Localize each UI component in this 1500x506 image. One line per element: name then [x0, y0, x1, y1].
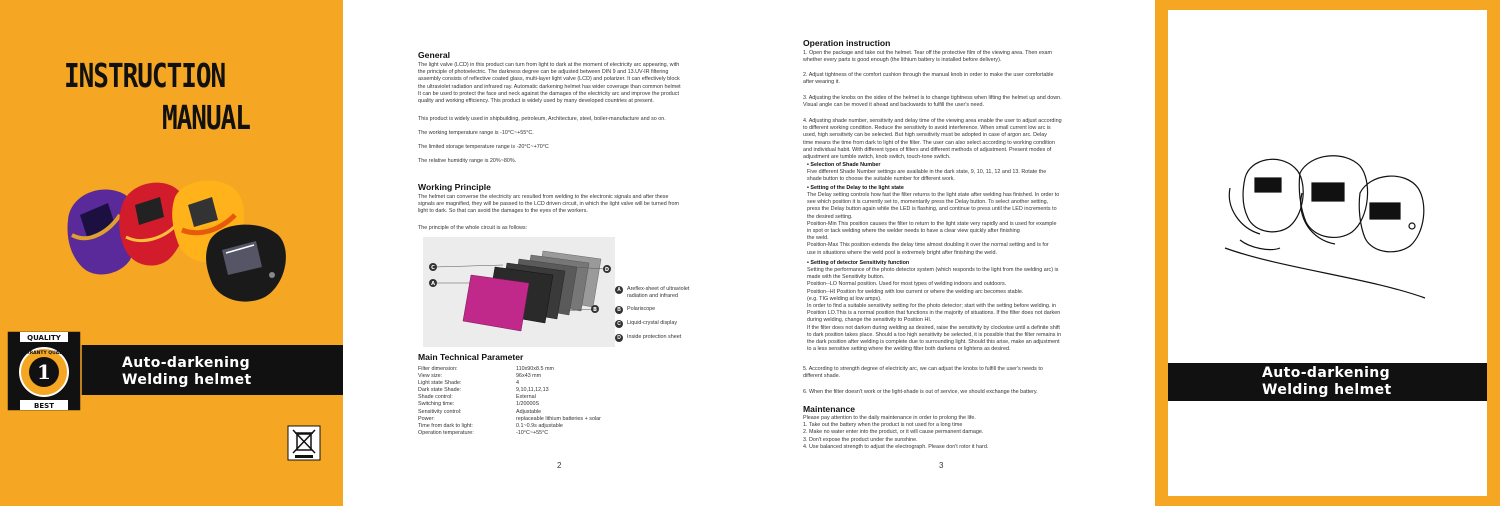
param-row: [418, 394, 601, 401]
param-value: 0.1~0.9s adjustable: [516, 422, 563, 429]
weee-bin-icon: [287, 425, 321, 461]
shade-heading: • Selection of Shade Number: [807, 162, 881, 168]
general-text: The light valve (LCD) in this product can turn from light to dark at the moment of electricity arc appearing, with the principle of photoelectric. The darkness degree can be adjusted between DIN 9 and 13.UV-IR filtering assembly consists of reflective coated glass, multi-layer light valve (LCD) and polarizer. It can effectively block the ultraviolet radiation and infrared ray. Automatic darkening helmet has wider coverage than common helmet It can be used to protect the face and neck against the damages of the electricity arc and improve the product quality and working efficiency. This product is widely used by many developed countries at present.: [418, 62, 681, 105]
legend-item-a: [615, 286, 705, 300]
legend-letter-a: A: [615, 286, 623, 294]
param-key: Shade control:: [418, 394, 453, 401]
layer-a: [463, 275, 529, 331]
working-text: The helmet can converse the electricity arc resulted from welding to the electronic signals and after these signals are magnified, they will be passed to the LCD driven circuit, in which the light valve will be turned from light to dark. So that can avoid the damages to the eyes of the workers.: [418, 194, 679, 215]
param-row: [418, 380, 601, 387]
front-cover: [0, 0, 343, 506]
param-row: [418, 373, 601, 380]
back-band-text: [1262, 365, 1392, 399]
cover-title-line2: MANUAL: [162, 100, 250, 138]
param-value: -10°C~+55°C: [516, 429, 549, 436]
black-helmet: [206, 225, 286, 302]
page-number-3: 3: [939, 461, 944, 470]
sensitivity-heading: • Setting of detector Sensitivity function: [807, 260, 910, 266]
param-value: 4: [516, 380, 519, 387]
param-value: replaceable lithium batteries + solar: [516, 415, 601, 422]
operation-step-2: 2. Adjust tightness of the comfort cushion through the manual knob in order to make the user comfortable after wearing it.: [803, 72, 1054, 86]
svg-text:A: A: [431, 281, 435, 287]
param-value: External: [516, 394, 536, 401]
param-row: [418, 401, 601, 408]
sensitivity-text: Setting the performance of the photo detector system (which responds to the light from the welding arc) is made with the Sensitivity button. Position--LO Normal position. Used for most types of welding indoors and outdoors. Position--HI Position for welding with low current or where the welding arc becomes stable. (e.g. TIG welding at low amps). In order to find a suitable sensitivity setting for the photo detector; start with the setting before welding. in Position LO.This is a normal position that functions in the majority of situations. If the filter does not darken during welding, change the sensitivity to Position HI. If the filter does not darken during welding as desired, raise the sensitivity by clockwise until a definite shift to dark position takes place. Should a too high sensitivity be selected, it is possible that the filter remains in the dark position after welding is complete due to surrounding light. Should this arise, make an adjustment to a less sensitive setting where the welding filter both darkens or lightens as desired.: [807, 267, 1062, 353]
legend-item-c: [615, 320, 705, 328]
delay-text: The Delay setting controls how fast the filter returns to the light state after welding has finished. In order to see which position it is currently set to, momentarily press the Delay button. To select another setting, press the Delay button again while the LED is flashing, and continue to press until the LED increments to the desired setting. Position-Min This position causes the filter to return to the light state very rapidly and is used for example in spot or tack welding where the welder needs to have a clear view quickly after finishing the weld. Position-Max This position extends the delay time almost doubling it over the normal setting and is for use in situations where the weld pool is extremely bright after finishing the weld.: [807, 192, 1060, 256]
param-key: Filter dimension:: [418, 366, 458, 372]
param-value: 96x43 mm: [516, 373, 542, 380]
page-number-2: 2: [557, 461, 562, 470]
param-row: [418, 416, 601, 423]
param-key: Power:: [418, 415, 435, 422]
param-row: [418, 423, 601, 430]
svg-text:B: B: [593, 307, 597, 313]
param-row: [418, 430, 601, 437]
filter-layers-diagram: [423, 237, 615, 347]
badge-ring-text: WARRANTY QUALITY: [17, 351, 71, 356]
cover-title-band: [68, 345, 343, 395]
param-key: Sensitivity control:: [418, 408, 462, 415]
working-heading: Working Principle: [418, 182, 491, 192]
legend-text-d: Inside protection sheet: [627, 333, 682, 340]
cover-band-line1: Auto-darkening: [122, 355, 251, 371]
legend-letter-d: D: [615, 334, 623, 342]
back-band-line1: Auto-darkening: [1262, 365, 1391, 381]
page-3: [763, 0, 1155, 506]
legend-text-b: Polariscope: [627, 305, 656, 312]
back-cover: [1155, 0, 1500, 506]
param-value: 110x90x8.5 mm: [516, 366, 554, 372]
badge-bottom-text: BEST: [34, 402, 54, 410]
operation-step-4: 4. Adjusting shade number, sensitivity and delay time of the viewing area enable the user to adjust according to different working condition. Reduce the sensitivity to avoid interference. When small current low arc is used, high sensitivity can be selected. But high sensitivity must be adopted in case of argon arc. Delay time means the time from dark to light of the filter. The user can also select according to working condition and individual habit. With different types of filters and different methods of adjustment. Present modes of adjustment are tumble switch, knob switch, touch-tone switch.: [803, 118, 1062, 161]
legend-letter-b: B: [615, 306, 623, 314]
badge-top-text: QUALITY: [27, 334, 61, 342]
param-value: 1/20000S: [516, 401, 540, 408]
param-value: Adjustable: [516, 408, 542, 415]
legend-item-b: [615, 306, 705, 314]
circuit-intro: The principle of the whole circuit is as follows:: [418, 225, 528, 231]
param-key: Operation temperature:: [418, 429, 474, 436]
param-key: View size:: [418, 373, 443, 380]
param-row: [418, 409, 601, 416]
legend-text-a: Areflex-sheet of ultraviolet radiation and infrared: [627, 286, 690, 299]
shade-text: Five different Shade Number settings are available in the dark state, 9, 10, 11, 12 and 13. Rotate the shade button to choose the suitable number for different work.: [807, 169, 1047, 183]
svg-text:D: D: [604, 267, 610, 273]
param-key: Dark state Shade:: [418, 387, 462, 394]
param-key: Time from dark to light:: [418, 422, 473, 429]
legend-item-d: [615, 334, 705, 342]
operation-step-1: 1. Open the package and take out the helmet. Tear off the protective film of the viewing area. Then exam whether every parts is good enough (the lithium battery is installed before delivery).: [803, 50, 1053, 64]
param-row: [418, 366, 601, 373]
cover-band-text: [122, 355, 252, 389]
svg-text:C: C: [431, 265, 435, 271]
operation-heading: Operation instruction: [803, 38, 891, 48]
params-table: [418, 366, 601, 437]
diagram-legend: [615, 286, 705, 348]
param-key: Switching time:: [418, 401, 455, 408]
operation-step-6: 6. When the filter doesn't work or the light-shade is out of service, we should exchange the battery.: [803, 389, 1038, 395]
param-key: Light state Shade:: [418, 380, 462, 387]
back-title-band: [1168, 363, 1487, 401]
cover-title-line1: INSTRUCTION: [64, 58, 226, 96]
delay-heading: • Setting of the Delay to the light state: [807, 185, 904, 191]
helmet-line-drawing: [1220, 148, 1430, 303]
general-heading: General: [418, 50, 451, 60]
param-row: [418, 387, 601, 394]
cover-band-line2: Welding helmet: [122, 372, 252, 388]
helmets-illustration: [60, 175, 290, 310]
param-value: 9,10,11,12,13: [516, 387, 549, 394]
general-line-3: The limited storage temperature range is -20°C~+70°C: [418, 144, 549, 150]
operation-step-5: 5. According to strength degree of electricity arc, we can adjust the knobs to fulfill the user's needs to different shade.: [803, 366, 1043, 380]
quality-warranty-badge: [6, 330, 82, 412]
maintenance-text: Please pay attention to the daily maintenance in order to prolong the life. 1. Take out the battery when the product is not used for a long time 2. Make no water enter into the product, or it will cause permanent damage. 3. Don't expose the product under the sunshine. 4. Use balanced strength to adjust the electrograph. Please don't rotor it hard.: [803, 415, 989, 450]
maintenance-heading: Maintenance: [803, 404, 856, 414]
operation-step-3: 3. Adjusting the knobs on the sides of the helmet is to change tightness when lifting the helmet up and down. Visual angle can be moved it ahead and backwards to fulfill the user's need.: [803, 95, 1062, 109]
legend-letter-c: C: [615, 320, 623, 328]
back-band-line2: Welding helmet: [1262, 382, 1392, 398]
page-2: [343, 0, 763, 506]
badge-number: 1: [37, 360, 51, 384]
general-line-4: The relative humidity range is 20%~80%.: [418, 158, 517, 164]
general-line-1: This product is widely used in shipbuilding, petroleum, Architecture, steel, boiler-manufacture and so on.: [418, 116, 666, 122]
legend-text-c: Liquid-crystal display: [627, 319, 678, 326]
params-heading: Main Technical Parameter: [418, 352, 524, 362]
general-line-2: The working temperature range is -10°C~+55°C.: [418, 130, 534, 136]
